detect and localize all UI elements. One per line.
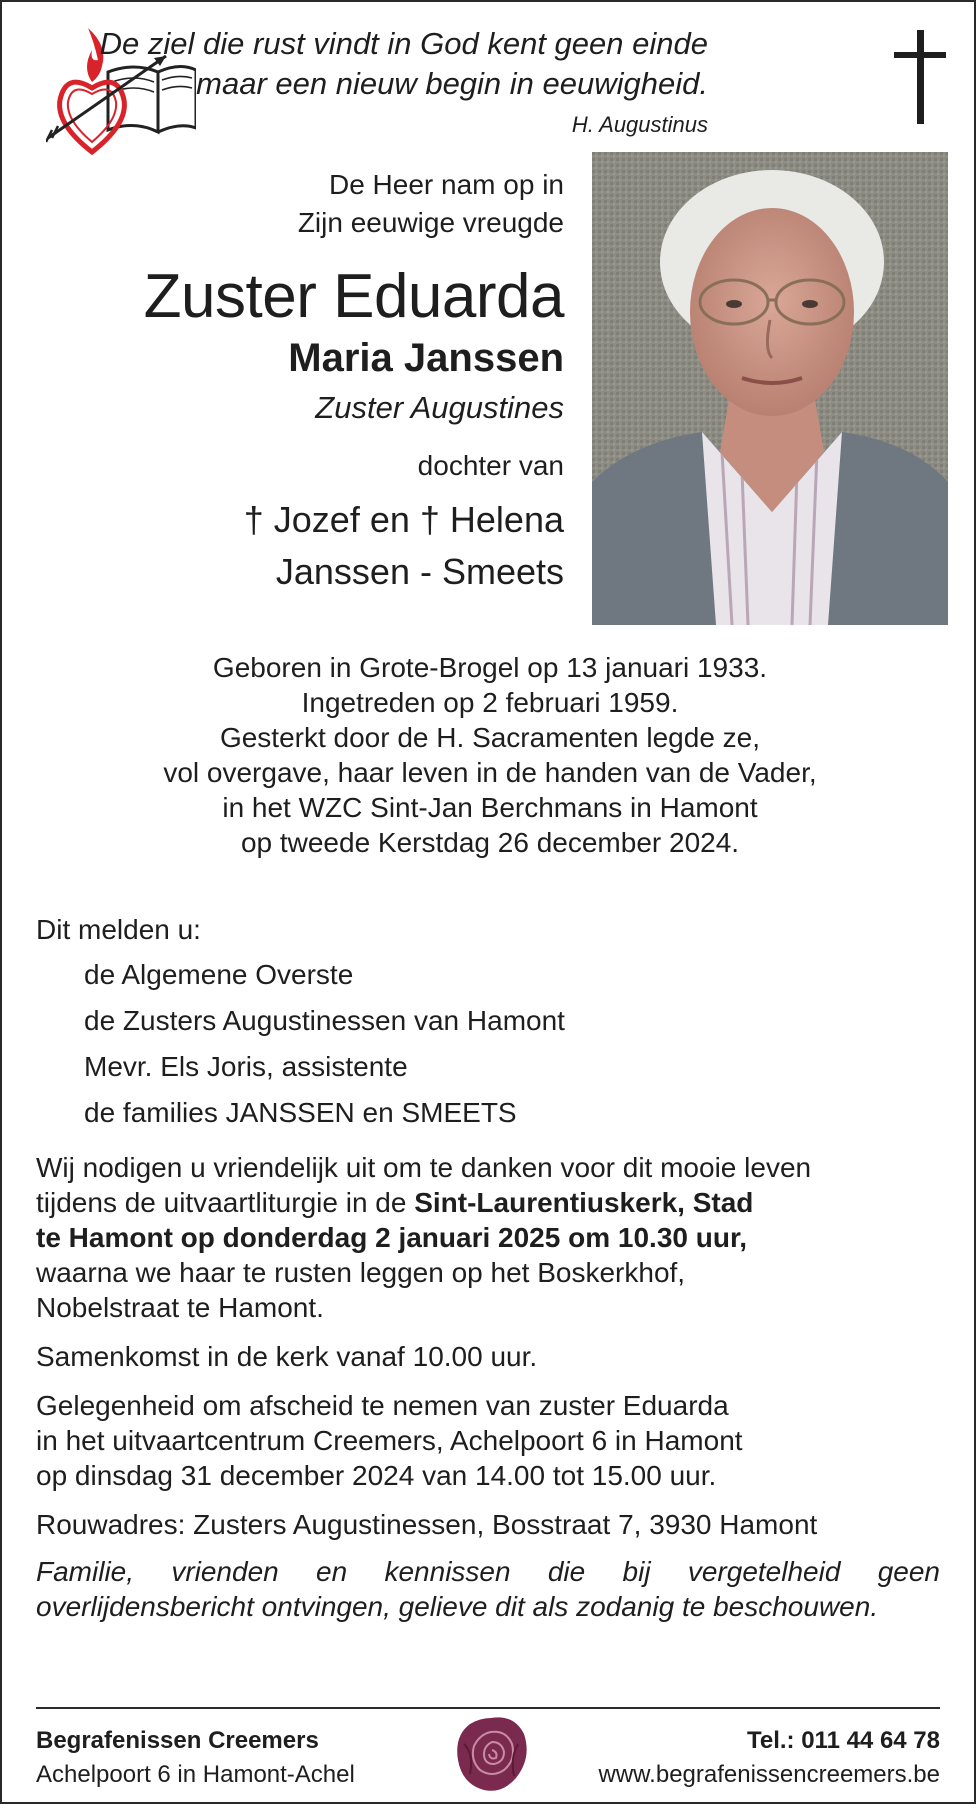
daughter-of-label: dochter van — [417, 450, 564, 481]
quote-line-2: maar een nieuw begin in eeuwigheid. — [196, 66, 708, 101]
invitation-line-1: Wij nodigen u vriendelijk uit om te danken voor dit mooie leven — [36, 1152, 812, 1183]
church-name: Sint-Laurentiuskerk, Stad — [414, 1187, 754, 1218]
gathering-text: Samenkomst in de kerk vanaf 10.00 uur. — [36, 1341, 538, 1372]
invitation-line-2 — [36, 1185, 940, 1220]
announcer-item: de Algemene Overste — [84, 959, 354, 990]
farewell-line-2: in het uitvaartcentrum Creemers, Achelpoort 6 in Hamont — [36, 1425, 743, 1456]
mourning-address: Rouwadres: Zusters Augustinessen, Bosstraat 7, 3930 Hamont — [36, 1509, 818, 1540]
bio-line: Ingetreden op 2 februari 1959. — [301, 687, 679, 718]
service-datetime: te Hamont op donderdag 2 januari 2025 om 10.30 uur, — [36, 1222, 748, 1253]
footer-divider — [36, 1707, 940, 1709]
website-link[interactable]: www.begrafenissencreemers.be — [598, 1761, 940, 1788]
announcement-body — [36, 908, 940, 1624]
opening-quote — [68, 24, 708, 142]
invitation-line-4: waarna we haar te rusten leggen op het Boskerkhof, — [36, 1257, 686, 1288]
farewell-paragraph — [36, 1388, 940, 1493]
intro-line-2: Zijn eeuwige vreugde — [297, 207, 564, 238]
rose-icon — [454, 1714, 528, 1796]
deceased-block — [44, 166, 564, 598]
footer-company — [36, 1724, 355, 1792]
bio-line: in het WZC Sint-Jan Berchmans in Hamont — [222, 792, 758, 823]
footer-contact — [599, 1724, 941, 1792]
company-address: Achelpoort 6 in Hamont-Achel — [36, 1761, 355, 1788]
bio-line: op tweede Kerstdag 26 december 2024. — [240, 827, 740, 858]
deceased-order: Zuster Augustines — [315, 390, 564, 425]
deceased-full-name: Maria Janssen — [288, 336, 564, 380]
company-name: Begrafenissen Creemers — [36, 1727, 319, 1754]
parents-line-2: Janssen - Smeets — [275, 551, 564, 592]
latin-cross-icon — [890, 30, 950, 124]
intro-line-1: De Heer nam op in — [328, 169, 564, 200]
quote-author: H. Augustinus — [571, 112, 708, 137]
announce-heading: Dit melden u: — [36, 914, 201, 945]
bio-line: Gesterkt door de H. Sacramenten legde ze, — [219, 722, 761, 753]
invitation-line-3 — [36, 1220, 940, 1255]
invitation-line-5: Nobelstraat te Hamont. — [36, 1292, 324, 1323]
biography — [2, 650, 978, 860]
announcer-item: de Zusters Augustinessen van Hamont — [84, 1005, 565, 1036]
deceased-name: Zuster Eduarda — [143, 262, 564, 331]
farewell-line-1: Gelegenheid om afscheid te nemen van zuster Eduarda — [36, 1390, 729, 1421]
announcer-item: de families JANSSEN en SMEETS — [84, 1097, 517, 1128]
invitation-line-2-plain: tijdens de uitvaartliturgie in de — [36, 1187, 415, 1218]
bio-line: vol overgave, haar leven in de handen van de Vader, — [163, 757, 817, 788]
announcer-item: Mevr. Els Joris, assistente — [84, 1051, 408, 1082]
quote-line-1: De ziel die rust vindt in God kent geen einde — [99, 26, 708, 61]
invitation-paragraph — [36, 1150, 940, 1325]
portrait-photo — [592, 152, 948, 625]
bio-line: Geboren in Grote-Brogel op 13 januari 1933. — [212, 652, 768, 683]
closing-note: Familie, vrienden en kennissen die bij vergetelheid geen overlijdensbericht ontvingen, gelieve dit als zodanig te beschouwen. — [36, 1556, 940, 1622]
farewell-line-3: op dinsdag 31 december 2024 van 14.00 tot 15.00 uur. — [36, 1460, 717, 1491]
parents-line-1: † Jozef en † Helena — [243, 499, 564, 540]
phone-number: Tel.: 011 44 64 78 — [746, 1727, 940, 1754]
